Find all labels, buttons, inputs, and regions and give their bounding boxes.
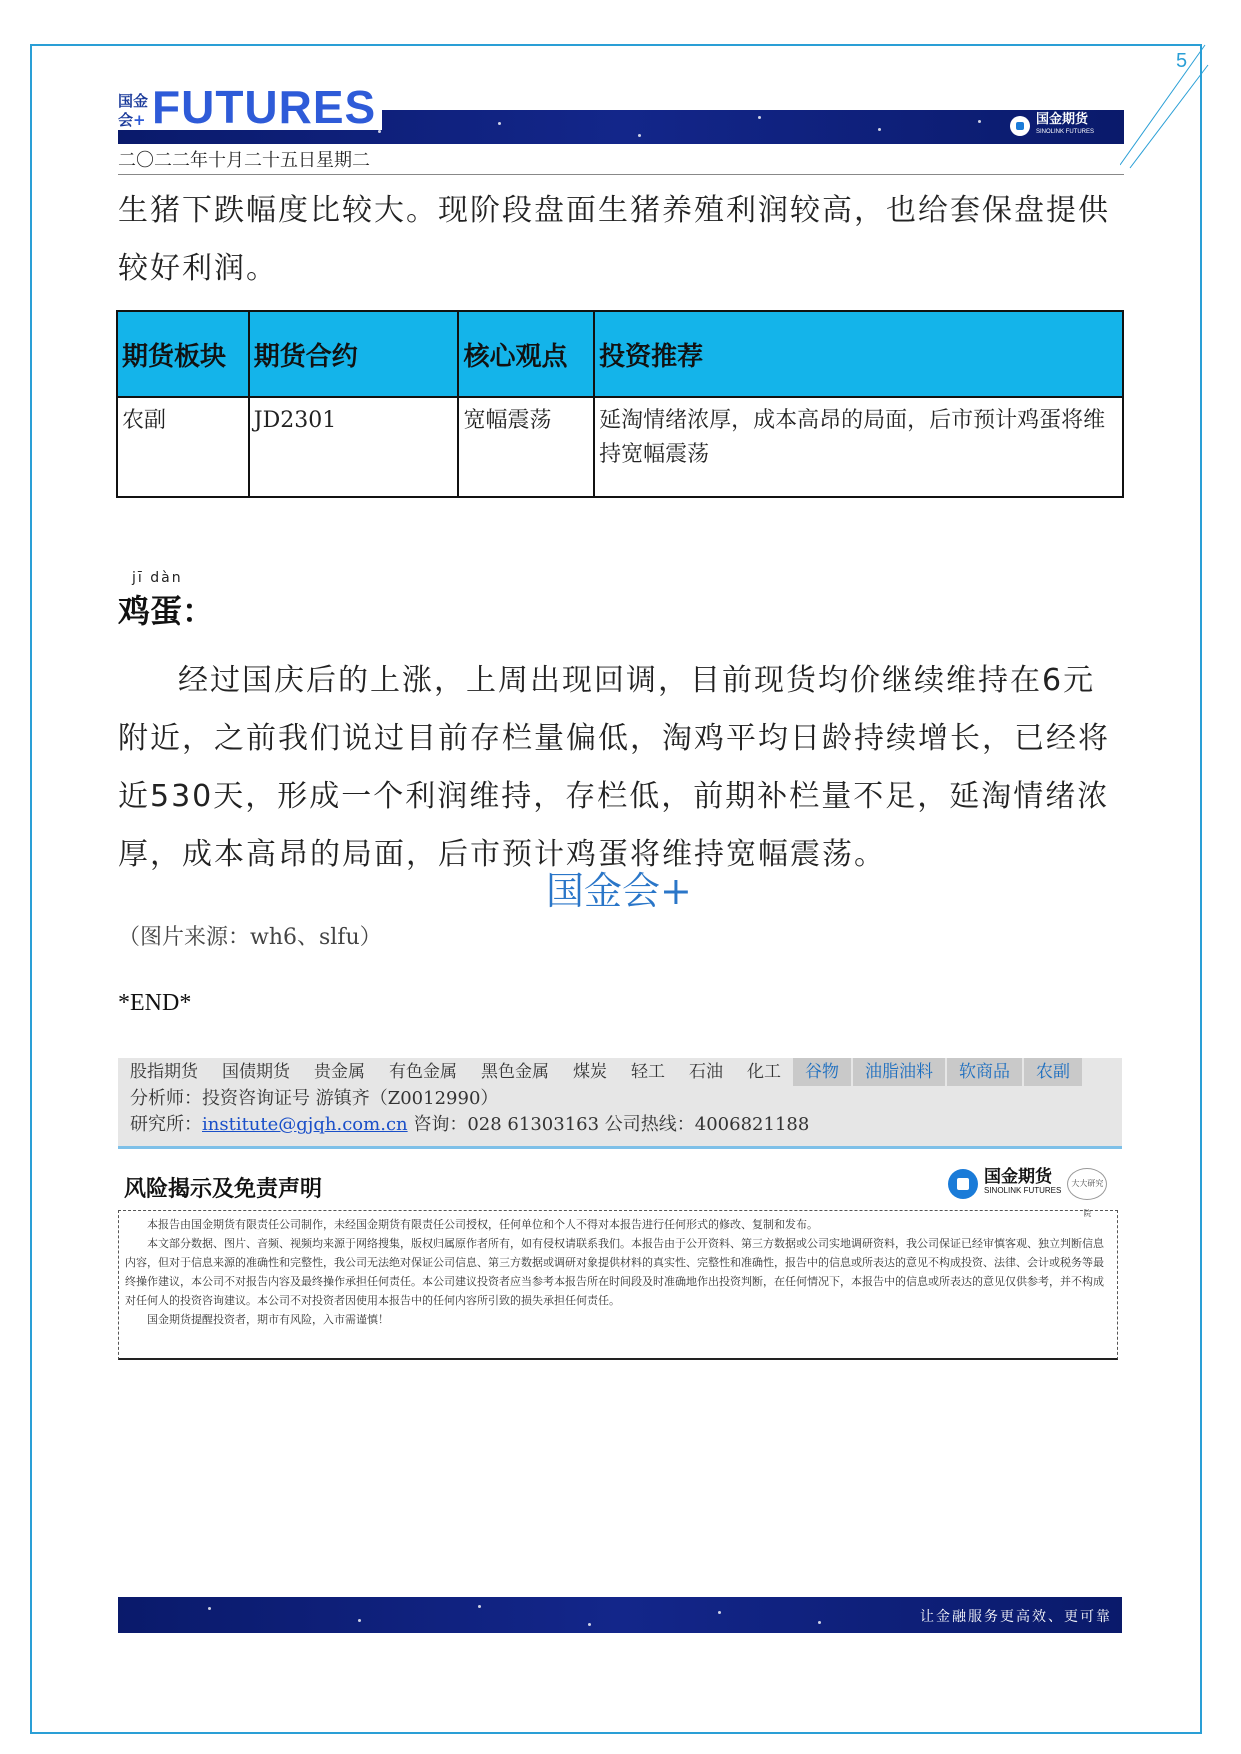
end-mark: *END* (118, 990, 192, 1016)
nav-tab[interactable]: 轻工 (631, 1062, 665, 1082)
nav-tab[interactable]: 石油 (689, 1062, 723, 1082)
disclaimer-box (118, 1210, 1118, 1360)
egg-paragraph: 经过国庆后的上涨，上周出现回调，目前现货均价继续维持在6元附近，之前我们说过目前存栏量偏低，淘鸡平均日龄持续增长，已经将近530天，形成一个利润维持，存栏低，前期补栏量不足，延淘情绪浓厚，成本高昂的局面，后市预计鸡蛋将维持宽幅震荡。 (118, 663, 1110, 872)
risk-company-logo: 国金期货 SINOLINK FUTURES 大大研究院 (948, 1168, 1107, 1200)
cell-view: 宽幅震荡 (458, 397, 594, 497)
disclaimer-p2: 本文部分数据、图片、音频、视频均来源于网络搜集，版权归属原作者所有，如有侵权请联系我们。本报告由于公开资料、第三方数据或公司实地调研资料，我公司保证已经审慎客观、独立判断信息内容，但对于信息来源的准确性和完整性，我公司无法绝对保证公司信息、第三方数据或调研对象提供材料的真实性、完整性和准确性，报告中的信息或所表达的意见不构成投资、法律、会计或税务等最终操作建议，本公司不对报告内容及最终操作承担任何责任。本公司建议投资者应当参考本报告所在时间段及时准确地作出投资判断，在任何情况下，本报告中的信息或所表达的意见仅供参考，并不构成对任何人的投资咨询建议。本公司不对投资者因使用本报告中的任何内容所引致的损失承担任何责任。 (125, 1237, 1104, 1307)
nav-tab[interactable]: 国债期货 (222, 1062, 290, 1082)
category-tabs (118, 1058, 1122, 1086)
watermark: 国金会+ (546, 869, 692, 913)
footer-slogan: 让金融服务更高效、更可靠 (920, 1609, 1112, 1625)
intro-paragraph: 生猪下跌幅度比较大。现阶段盘面生猪养殖利润较高，也给套保盘提供较好利润。 (118, 193, 1110, 286)
nav-tab[interactable]: 化工 (747, 1062, 781, 1082)
corner-decoration (1120, 40, 1210, 170)
cell-sector: 农副 (117, 397, 249, 497)
cell-contract: JD2301 (249, 397, 459, 497)
table-row (117, 397, 1123, 497)
footer-banner (118, 1597, 1122, 1633)
nav-tab[interactable]: 贵金属 (314, 1062, 365, 1082)
brand-logo (118, 81, 382, 133)
company-logo: 国金期货 SINOLINK FUTURES (1010, 114, 1094, 138)
header-sector: 期货板块 (117, 311, 249, 397)
cell-recommendation: 延淘情绪浓厚，成本高昂的局面，后市预计鸡蛋将维持宽幅震荡 (594, 397, 1123, 497)
disclaimer-p1: 本报告由国金期货有限责任公司制作，未经国金期货有限责任公司授权，任何单位和个人不得对本报告进行任何形式的修改、复制和发布。 (147, 1218, 818, 1231)
nav-tab[interactable]: 煤炭 (573, 1062, 607, 1082)
contact-info: 研究所：institute@gjqh.com.cn 咨询：028 61303163 公司热线：4006821188 (130, 1114, 810, 1135)
nav-tab[interactable]: 油脂油料 (853, 1058, 945, 1086)
disclaimer-p3: 国金期货提醒投资者，期市有风险，入市需谨慎！ (147, 1313, 389, 1326)
logo-mark-icon (948, 1169, 978, 1199)
header-view: 核心观点 (458, 311, 594, 397)
header-recommendation: 投资推荐 (594, 311, 1123, 397)
brand-en: FUTURES (152, 81, 377, 133)
email-link[interactable]: institute@gjqh.com.cn (202, 1114, 408, 1135)
nav-tab[interactable]: 有色金属 (389, 1062, 457, 1082)
header-contract: 期货合约 (249, 311, 459, 397)
logo-mark-icon (1010, 116, 1030, 136)
pinyin-annotation: jī dàn (132, 570, 183, 586)
page-number: 5 (1176, 50, 1188, 72)
section-title: 鸡蛋： (118, 592, 215, 630)
table-header-row (117, 311, 1123, 397)
nav-tab[interactable]: 软商品 (947, 1058, 1022, 1086)
image-source: （图片来源：wh6、slfu） (118, 925, 382, 950)
brand-cn: 国金 会+ (118, 92, 149, 129)
nav-tab[interactable]: 股指期货 (130, 1062, 198, 1082)
category-nav-panel (118, 1058, 1122, 1149)
analyst-info: 分析师：投资咨询证号 游镇齐（Z0012990） (130, 1088, 499, 1109)
recommendation-table (116, 310, 1124, 498)
risk-title: 风险揭示及免责声明 (124, 1177, 323, 1202)
nav-tab[interactable]: 农副 (1024, 1058, 1082, 1086)
report-date: 二〇二二年十月二十五日星期二 (118, 146, 1124, 175)
research-badge: 大大研究院 (1067, 1168, 1107, 1200)
nav-tab[interactable]: 黑色金属 (481, 1062, 549, 1082)
section-heading (118, 570, 214, 632)
nav-tab[interactable]: 谷物 (793, 1058, 851, 1086)
